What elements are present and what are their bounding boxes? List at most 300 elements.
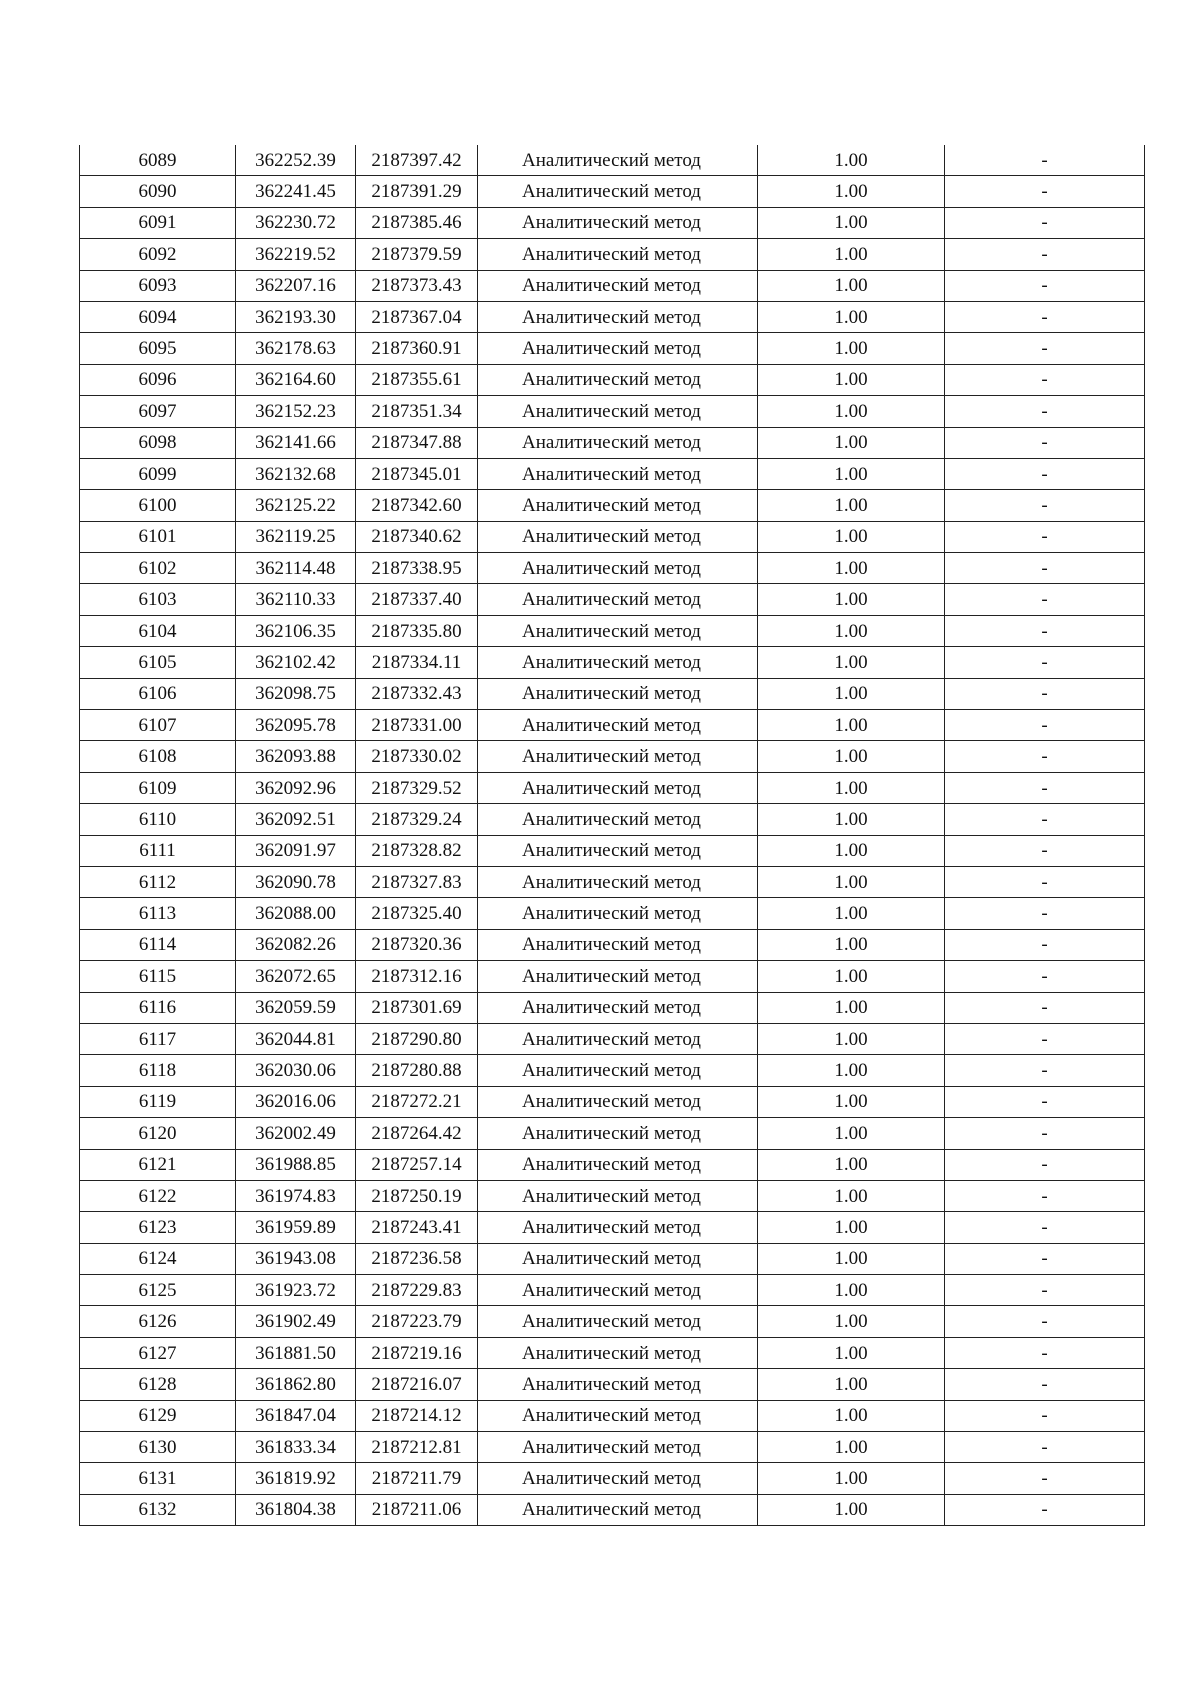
y-coordinate-cell: 2187320.36 [356, 929, 478, 960]
x-coordinate-cell: 362095.78 [236, 710, 356, 741]
x-coordinate-cell: 362072.65 [236, 961, 356, 992]
note-cell: - [945, 1400, 1145, 1431]
y-coordinate-cell: 2187338.95 [356, 553, 478, 584]
precision-cell: 1.00 [758, 1306, 945, 1337]
point-number-cell: 6122 [80, 1180, 236, 1211]
point-number-cell: 6109 [80, 772, 236, 803]
x-coordinate-cell: 362230.72 [236, 207, 356, 238]
note-cell: - [945, 521, 1145, 552]
table-row [80, 615, 1145, 646]
point-number-cell: 6119 [80, 1086, 236, 1117]
point-number-cell: 6127 [80, 1337, 236, 1368]
precision-cell: 1.00 [758, 772, 945, 803]
y-coordinate-cell: 2187250.19 [356, 1180, 478, 1211]
y-coordinate-cell: 2187280.88 [356, 1055, 478, 1086]
x-coordinate-cell: 362093.88 [236, 741, 356, 772]
method-cell: Аналитический метод [478, 1494, 758, 1525]
y-coordinate-cell: 2187335.80 [356, 615, 478, 646]
precision-cell: 1.00 [758, 866, 945, 897]
table-row [80, 490, 1145, 521]
method-cell: Аналитический метод [478, 396, 758, 427]
point-number-cell: 6096 [80, 364, 236, 395]
note-cell: - [945, 710, 1145, 741]
method-cell: Аналитический метод [478, 301, 758, 332]
precision-cell: 1.00 [758, 678, 945, 709]
method-cell: Аналитический метод [478, 1369, 758, 1400]
point-number-cell: 6108 [80, 741, 236, 772]
note-cell: - [945, 898, 1145, 929]
note-cell: - [945, 239, 1145, 270]
table-row [80, 1400, 1145, 1431]
x-coordinate-cell: 361804.38 [236, 1494, 356, 1525]
method-cell: Аналитический метод [478, 835, 758, 866]
table-row [80, 1086, 1145, 1117]
table-row [80, 396, 1145, 427]
method-cell: Аналитический метод [478, 1463, 758, 1494]
table-row [80, 584, 1145, 615]
point-number-cell: 6112 [80, 866, 236, 897]
note-cell: - [945, 647, 1145, 678]
table-row [80, 929, 1145, 960]
table-row [80, 741, 1145, 772]
y-coordinate-cell: 2187229.83 [356, 1275, 478, 1306]
y-coordinate-cell: 2187301.69 [356, 992, 478, 1023]
note-cell: - [945, 458, 1145, 489]
point-number-cell: 6095 [80, 333, 236, 364]
precision-cell: 1.00 [758, 207, 945, 238]
table-row [80, 804, 1145, 835]
point-number-cell: 6118 [80, 1055, 236, 1086]
note-cell: - [945, 1275, 1145, 1306]
y-coordinate-cell: 2187351.34 [356, 396, 478, 427]
point-number-cell: 6115 [80, 961, 236, 992]
precision-cell: 1.00 [758, 898, 945, 929]
method-cell: Аналитический метод [478, 239, 758, 270]
precision-cell: 1.00 [758, 835, 945, 866]
precision-cell: 1.00 [758, 804, 945, 835]
method-cell: Аналитический метод [478, 1275, 758, 1306]
x-coordinate-cell: 362002.49 [236, 1118, 356, 1149]
y-coordinate-cell: 2187329.52 [356, 772, 478, 803]
table-row [80, 145, 1145, 176]
x-coordinate-cell: 362114.48 [236, 553, 356, 584]
y-coordinate-cell: 2187327.83 [356, 866, 478, 897]
point-number-cell: 6128 [80, 1369, 236, 1400]
table-row [80, 1180, 1145, 1211]
precision-cell: 1.00 [758, 1432, 945, 1463]
precision-cell: 1.00 [758, 1243, 945, 1274]
x-coordinate-cell: 362090.78 [236, 866, 356, 897]
precision-cell: 1.00 [758, 1055, 945, 1086]
precision-cell: 1.00 [758, 176, 945, 207]
precision-cell: 1.00 [758, 584, 945, 615]
method-cell: Аналитический метод [478, 458, 758, 489]
x-coordinate-cell: 362132.68 [236, 458, 356, 489]
precision-cell: 1.00 [758, 615, 945, 646]
precision-cell: 1.00 [758, 270, 945, 301]
method-cell: Аналитический метод [478, 1306, 758, 1337]
y-coordinate-cell: 2187334.11 [356, 647, 478, 678]
table-row [80, 772, 1145, 803]
x-coordinate-cell: 362088.00 [236, 898, 356, 929]
y-coordinate-cell: 2187340.62 [356, 521, 478, 552]
method-cell: Аналитический метод [478, 145, 758, 176]
x-coordinate-cell: 361819.92 [236, 1463, 356, 1494]
point-number-cell: 6094 [80, 301, 236, 332]
point-number-cell: 6129 [80, 1400, 236, 1431]
method-cell: Аналитический метод [478, 427, 758, 458]
precision-cell: 1.00 [758, 396, 945, 427]
method-cell: Аналитический метод [478, 1180, 758, 1211]
note-cell: - [945, 427, 1145, 458]
note-cell: - [945, 490, 1145, 521]
precision-cell: 1.00 [758, 490, 945, 521]
note-cell: - [945, 1086, 1145, 1117]
precision-cell: 1.00 [758, 1400, 945, 1431]
method-cell: Аналитический метод [478, 176, 758, 207]
note-cell: - [945, 1212, 1145, 1243]
point-number-cell: 6113 [80, 898, 236, 929]
precision-cell: 1.00 [758, 458, 945, 489]
y-coordinate-cell: 2187367.04 [356, 301, 478, 332]
note-cell: - [945, 1118, 1145, 1149]
x-coordinate-cell: 361847.04 [236, 1400, 356, 1431]
note-cell: - [945, 961, 1145, 992]
y-coordinate-cell: 2187391.29 [356, 176, 478, 207]
point-number-cell: 6101 [80, 521, 236, 552]
precision-cell: 1.00 [758, 1212, 945, 1243]
x-coordinate-cell: 362110.33 [236, 584, 356, 615]
method-cell: Аналитический метод [478, 898, 758, 929]
method-cell: Аналитический метод [478, 490, 758, 521]
point-number-cell: 6126 [80, 1306, 236, 1337]
method-cell: Аналитический метод [478, 553, 758, 584]
method-cell: Аналитический метод [478, 678, 758, 709]
note-cell: - [945, 301, 1145, 332]
x-coordinate-cell: 362082.26 [236, 929, 356, 960]
x-coordinate-cell: 362106.35 [236, 615, 356, 646]
y-coordinate-cell: 2187214.12 [356, 1400, 478, 1431]
note-cell: - [945, 1023, 1145, 1054]
table-row [80, 176, 1145, 207]
x-coordinate-cell: 361862.80 [236, 1369, 356, 1400]
table-row [80, 270, 1145, 301]
method-cell: Аналитический метод [478, 992, 758, 1023]
point-number-cell: 6110 [80, 804, 236, 835]
y-coordinate-cell: 2187312.16 [356, 961, 478, 992]
point-number-cell: 6124 [80, 1243, 236, 1274]
x-coordinate-cell: 362241.45 [236, 176, 356, 207]
precision-cell: 1.00 [758, 301, 945, 332]
note-cell: - [945, 929, 1145, 960]
table-row [80, 364, 1145, 395]
note-cell: - [945, 1243, 1145, 1274]
precision-cell: 1.00 [758, 427, 945, 458]
table-row [80, 678, 1145, 709]
x-coordinate-cell: 362092.96 [236, 772, 356, 803]
point-number-cell: 6093 [80, 270, 236, 301]
x-coordinate-cell: 362178.63 [236, 333, 356, 364]
precision-cell: 1.00 [758, 145, 945, 176]
method-cell: Аналитический метод [478, 584, 758, 615]
note-cell: - [945, 992, 1145, 1023]
point-number-cell: 6089 [80, 145, 236, 176]
precision-cell: 1.00 [758, 992, 945, 1023]
note-cell: - [945, 207, 1145, 238]
point-number-cell: 6100 [80, 490, 236, 521]
method-cell: Аналитический метод [478, 804, 758, 835]
x-coordinate-cell: 362125.22 [236, 490, 356, 521]
table-row [80, 301, 1145, 332]
note-cell: - [945, 553, 1145, 584]
note-cell: - [945, 1149, 1145, 1180]
note-cell: - [945, 364, 1145, 395]
precision-cell: 1.00 [758, 1494, 945, 1525]
note-cell: - [945, 1494, 1145, 1525]
note-cell: - [945, 1432, 1145, 1463]
note-cell: - [945, 396, 1145, 427]
x-coordinate-cell: 362119.25 [236, 521, 356, 552]
point-number-cell: 6111 [80, 835, 236, 866]
note-cell: - [945, 804, 1145, 835]
table-row [80, 1306, 1145, 1337]
precision-cell: 1.00 [758, 239, 945, 270]
x-coordinate-cell: 362098.75 [236, 678, 356, 709]
y-coordinate-cell: 2187223.79 [356, 1306, 478, 1337]
note-cell: - [945, 1055, 1145, 1086]
table-row [80, 1275, 1145, 1306]
y-coordinate-cell: 2187330.02 [356, 741, 478, 772]
table-row [80, 647, 1145, 678]
note-cell: - [945, 741, 1145, 772]
table-row [80, 458, 1145, 489]
point-number-cell: 6130 [80, 1432, 236, 1463]
y-coordinate-cell: 2187325.40 [356, 898, 478, 929]
method-cell: Аналитический метод [478, 647, 758, 678]
table-row [80, 1463, 1145, 1494]
x-coordinate-cell: 362193.30 [236, 301, 356, 332]
x-coordinate-cell: 362152.23 [236, 396, 356, 427]
x-coordinate-cell: 362059.59 [236, 992, 356, 1023]
note-cell: - [945, 772, 1145, 803]
table-row [80, 1212, 1145, 1243]
table-row [80, 427, 1145, 458]
table-row [80, 1118, 1145, 1149]
x-coordinate-cell: 362091.97 [236, 835, 356, 866]
y-coordinate-cell: 2187379.59 [356, 239, 478, 270]
point-number-cell: 6132 [80, 1494, 236, 1525]
y-coordinate-cell: 2187257.14 [356, 1149, 478, 1180]
y-coordinate-cell: 2187397.42 [356, 145, 478, 176]
note-cell: - [945, 866, 1145, 897]
table-row [80, 333, 1145, 364]
point-number-cell: 6091 [80, 207, 236, 238]
precision-cell: 1.00 [758, 929, 945, 960]
precision-cell: 1.00 [758, 1337, 945, 1368]
point-number-cell: 6098 [80, 427, 236, 458]
point-number-cell: 6125 [80, 1275, 236, 1306]
y-coordinate-cell: 2187347.88 [356, 427, 478, 458]
x-coordinate-cell: 362141.66 [236, 427, 356, 458]
method-cell: Аналитический метод [478, 1086, 758, 1117]
x-coordinate-cell: 362207.16 [236, 270, 356, 301]
y-coordinate-cell: 2187329.24 [356, 804, 478, 835]
precision-cell: 1.00 [758, 647, 945, 678]
method-cell: Аналитический метод [478, 207, 758, 238]
method-cell: Аналитический метод [478, 1243, 758, 1274]
y-coordinate-cell: 2187331.00 [356, 710, 478, 741]
point-number-cell: 6121 [80, 1149, 236, 1180]
note-cell: - [945, 1337, 1145, 1368]
y-coordinate-cell: 2187385.46 [356, 207, 478, 238]
table-row [80, 1149, 1145, 1180]
table-row [80, 961, 1145, 992]
method-cell: Аналитический метод [478, 615, 758, 646]
y-coordinate-cell: 2187219.16 [356, 1337, 478, 1368]
y-coordinate-cell: 2187345.01 [356, 458, 478, 489]
point-number-cell: 6107 [80, 710, 236, 741]
y-coordinate-cell: 2187212.81 [356, 1432, 478, 1463]
y-coordinate-cell: 2187272.21 [356, 1086, 478, 1117]
y-coordinate-cell: 2187360.91 [356, 333, 478, 364]
point-number-cell: 6114 [80, 929, 236, 960]
table-row [80, 1243, 1145, 1274]
y-coordinate-cell: 2187236.58 [356, 1243, 478, 1274]
note-cell: - [945, 270, 1145, 301]
note-cell: - [945, 176, 1145, 207]
x-coordinate-cell: 361833.34 [236, 1432, 356, 1463]
y-coordinate-cell: 2187211.06 [356, 1494, 478, 1525]
table-row [80, 1337, 1145, 1368]
precision-cell: 1.00 [758, 1118, 945, 1149]
note-cell: - [945, 584, 1145, 615]
y-coordinate-cell: 2187216.07 [356, 1369, 478, 1400]
point-number-cell: 6097 [80, 396, 236, 427]
method-cell: Аналитический метод [478, 961, 758, 992]
precision-cell: 1.00 [758, 1086, 945, 1117]
point-number-cell: 6099 [80, 458, 236, 489]
method-cell: Аналитический метод [478, 772, 758, 803]
note-cell: - [945, 835, 1145, 866]
point-number-cell: 6123 [80, 1212, 236, 1243]
y-coordinate-cell: 2187243.41 [356, 1212, 478, 1243]
precision-cell: 1.00 [758, 1369, 945, 1400]
method-cell: Аналитический метод [478, 1432, 758, 1463]
point-number-cell: 6104 [80, 615, 236, 646]
precision-cell: 1.00 [758, 710, 945, 741]
precision-cell: 1.00 [758, 961, 945, 992]
table-row [80, 207, 1145, 238]
method-cell: Аналитический метод [478, 333, 758, 364]
method-cell: Аналитический метод [478, 929, 758, 960]
note-cell: - [945, 1369, 1145, 1400]
method-cell: Аналитический метод [478, 1149, 758, 1180]
x-coordinate-cell: 362030.06 [236, 1055, 356, 1086]
point-number-cell: 6120 [80, 1118, 236, 1149]
y-coordinate-cell: 2187342.60 [356, 490, 478, 521]
table-row [80, 553, 1145, 584]
table-row [80, 835, 1145, 866]
y-coordinate-cell: 2187290.80 [356, 1023, 478, 1054]
method-cell: Аналитический метод [478, 1400, 758, 1431]
precision-cell: 1.00 [758, 521, 945, 552]
table-row [80, 866, 1145, 897]
note-cell: - [945, 615, 1145, 646]
precision-cell: 1.00 [758, 1149, 945, 1180]
y-coordinate-cell: 2187211.79 [356, 1463, 478, 1494]
precision-cell: 1.00 [758, 553, 945, 584]
method-cell: Аналитический метод [478, 710, 758, 741]
point-number-cell: 6105 [80, 647, 236, 678]
x-coordinate-cell: 361943.08 [236, 1243, 356, 1274]
x-coordinate-cell: 361923.72 [236, 1275, 356, 1306]
x-coordinate-cell: 362044.81 [236, 1023, 356, 1054]
method-cell: Аналитический метод [478, 270, 758, 301]
method-cell: Аналитический метод [478, 1055, 758, 1086]
precision-cell: 1.00 [758, 364, 945, 395]
method-cell: Аналитический метод [478, 741, 758, 772]
x-coordinate-cell: 362016.06 [236, 1086, 356, 1117]
point-number-cell: 6117 [80, 1023, 236, 1054]
y-coordinate-cell: 2187264.42 [356, 1118, 478, 1149]
point-number-cell: 6090 [80, 176, 236, 207]
point-number-cell: 6103 [80, 584, 236, 615]
method-cell: Аналитический метод [478, 1118, 758, 1149]
y-coordinate-cell: 2187332.43 [356, 678, 478, 709]
note-cell: - [945, 333, 1145, 364]
table-row [80, 1494, 1145, 1525]
y-coordinate-cell: 2187355.61 [356, 364, 478, 395]
note-cell: - [945, 678, 1145, 709]
table-row [80, 521, 1145, 552]
precision-cell: 1.00 [758, 1275, 945, 1306]
x-coordinate-cell: 362092.51 [236, 804, 356, 835]
precision-cell: 1.00 [758, 741, 945, 772]
table-row [80, 1055, 1145, 1086]
note-cell: - [945, 1180, 1145, 1211]
y-coordinate-cell: 2187373.43 [356, 270, 478, 301]
coordinates-table-body [80, 145, 1145, 1526]
precision-cell: 1.00 [758, 1180, 945, 1211]
table-row [80, 710, 1145, 741]
point-number-cell: 6131 [80, 1463, 236, 1494]
note-cell: - [945, 1306, 1145, 1337]
x-coordinate-cell: 362164.60 [236, 364, 356, 395]
table-row [80, 898, 1145, 929]
precision-cell: 1.00 [758, 1023, 945, 1054]
note-cell: - [945, 145, 1145, 176]
x-coordinate-cell: 361881.50 [236, 1337, 356, 1368]
method-cell: Аналитический метод [478, 866, 758, 897]
x-coordinate-cell: 361974.83 [236, 1180, 356, 1211]
table-row [80, 1432, 1145, 1463]
y-coordinate-cell: 2187328.82 [356, 835, 478, 866]
method-cell: Аналитический метод [478, 1337, 758, 1368]
method-cell: Аналитический метод [478, 1212, 758, 1243]
x-coordinate-cell: 362102.42 [236, 647, 356, 678]
x-coordinate-cell: 361902.49 [236, 1306, 356, 1337]
y-coordinate-cell: 2187337.40 [356, 584, 478, 615]
note-cell: - [945, 1463, 1145, 1494]
point-number-cell: 6092 [80, 239, 236, 270]
x-coordinate-cell: 362252.39 [236, 145, 356, 176]
method-cell: Аналитический метод [478, 521, 758, 552]
precision-cell: 1.00 [758, 1463, 945, 1494]
coordinates-table [79, 145, 1145, 1526]
x-coordinate-cell: 361959.89 [236, 1212, 356, 1243]
table-row [80, 1023, 1145, 1054]
point-number-cell: 6116 [80, 992, 236, 1023]
